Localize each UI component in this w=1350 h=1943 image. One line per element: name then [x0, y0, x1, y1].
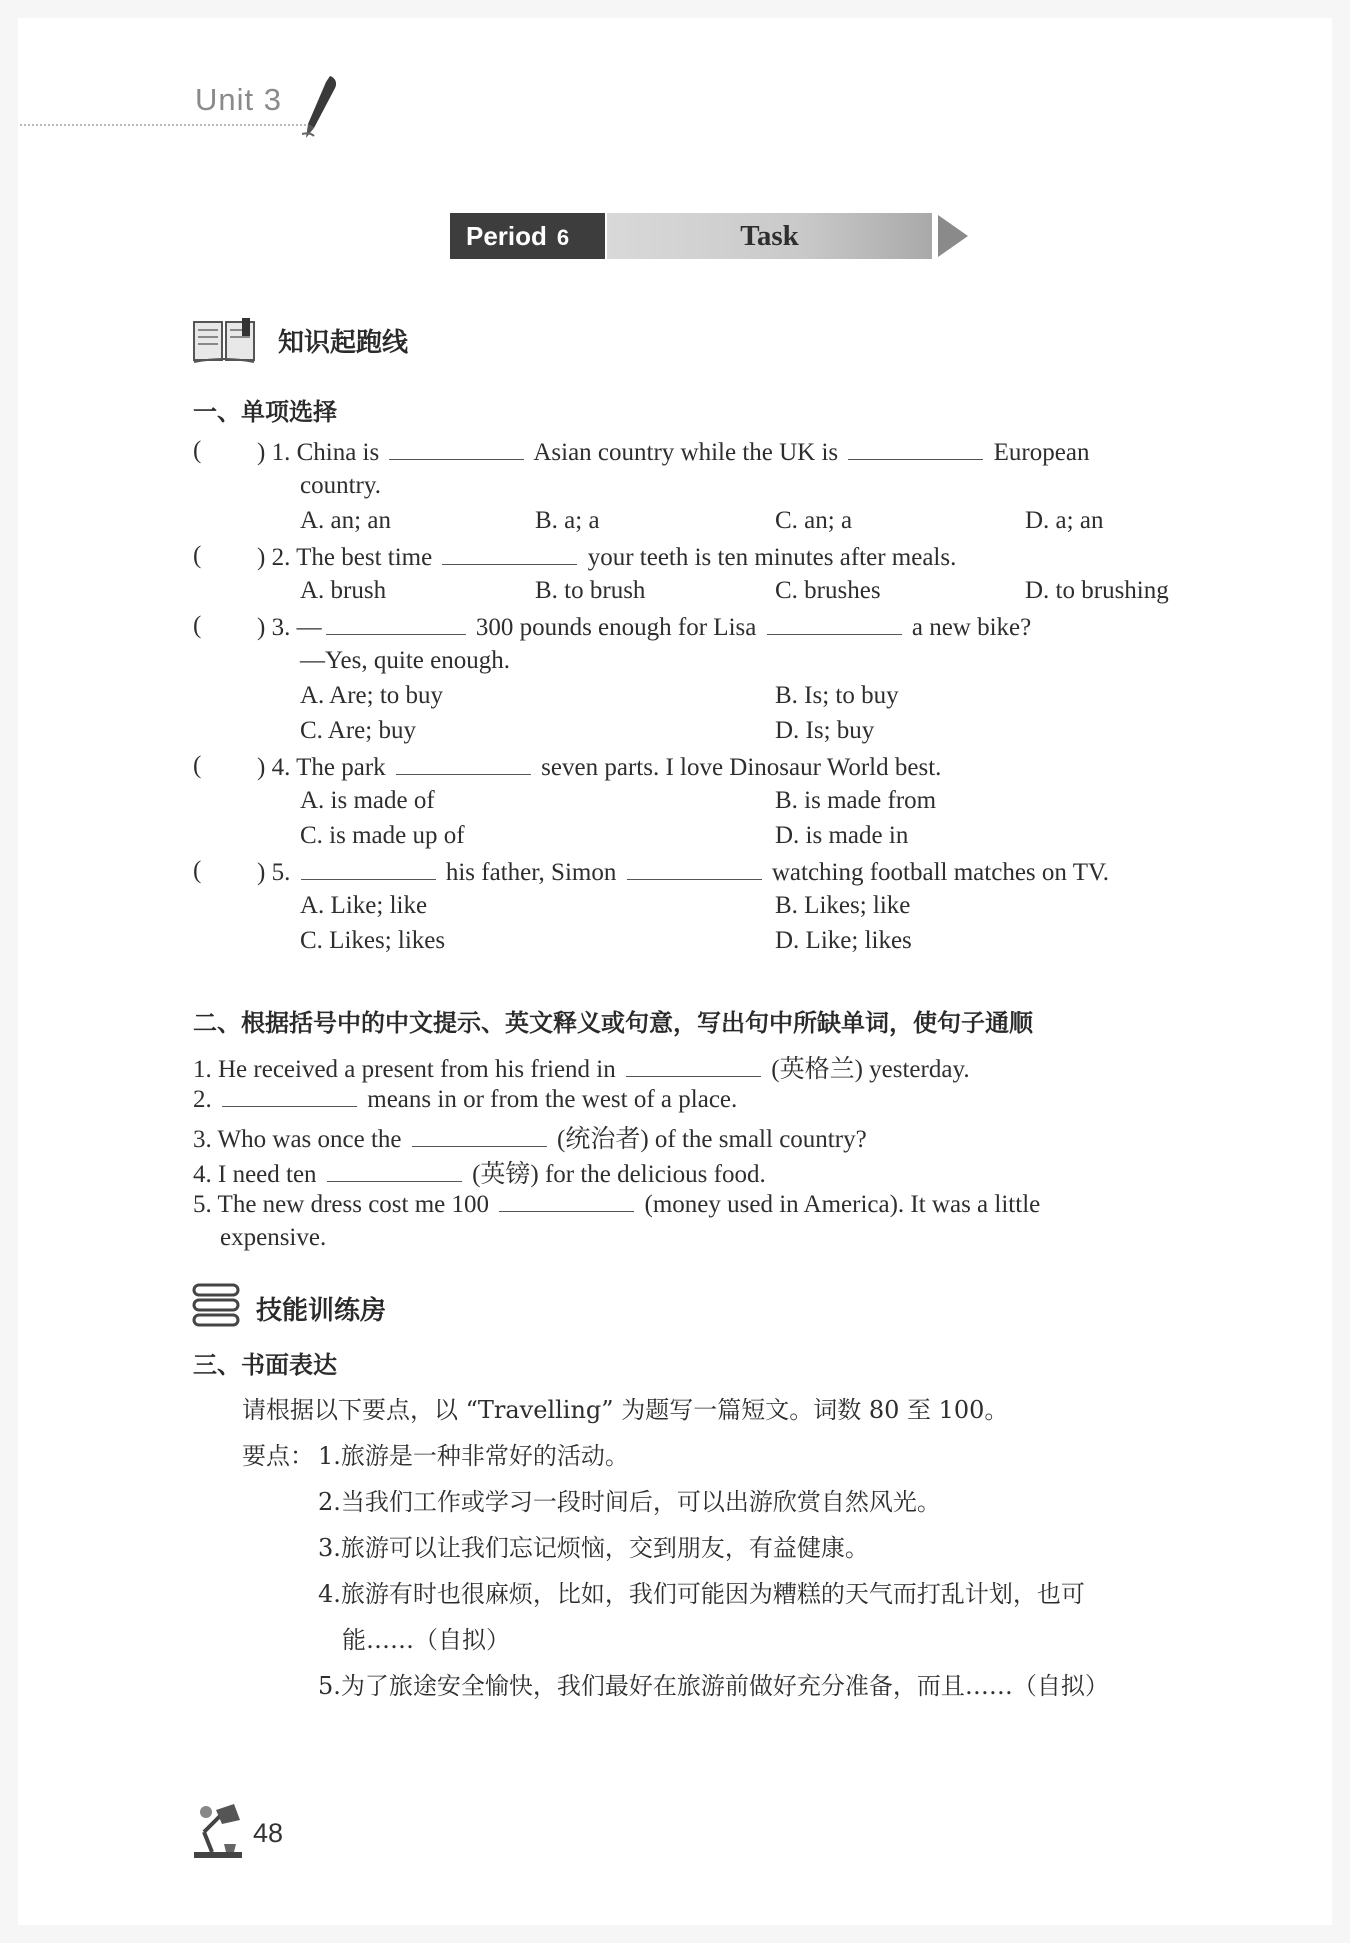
option: D. a; an	[1025, 507, 1104, 534]
answer-paren: (	[193, 437, 202, 464]
point-3: 3.旅游可以让我们忘记烦恼，交到朋友，有益健康。	[318, 1534, 869, 1562]
point-1: 1.旅游是一种非常好的活动。	[318, 1442, 629, 1470]
sentence-2: 2. means in or from the west of a place.	[193, 1086, 738, 1113]
question-1: ) 1. China is Asian country while the UK is European	[257, 439, 1090, 466]
option: A. Like; like	[300, 892, 428, 919]
header-divider	[20, 124, 310, 126]
section-title-skills: 技能训练房	[256, 1296, 387, 1326]
sentence-5: 5. The new dress cost me 100 (money used in America). It was a little	[193, 1191, 1041, 1218]
option: B. to brush	[535, 577, 646, 604]
sentence-5-cont: expensive.	[220, 1224, 327, 1251]
pen-icon	[300, 74, 340, 140]
point-4: 4.旅游有时也很麻烦，比如，我们可能因为糟糕的天气而打乱计划，也可	[318, 1580, 1085, 1608]
unit-title: Unit 3	[195, 82, 282, 117]
period-title: Task	[607, 213, 932, 259]
sentence-1: 1. He received a present from his friend in (英格兰) yesterday.	[193, 1056, 970, 1083]
answer-paren: (	[193, 752, 202, 779]
answer-paren: (	[193, 542, 202, 569]
period-banner	[450, 213, 970, 259]
point-5: 5.为了旅途安全愉快，我们最好在旅游前做好充分准备，而且……（自拟）	[318, 1672, 1109, 1700]
part3-title: 三、书面表达	[193, 1351, 337, 1379]
question-4: ) 4. The park seven parts. I love Dinosaur World best.	[257, 754, 942, 781]
option: D. Like; likes	[775, 927, 912, 954]
page-number: 48	[253, 1818, 284, 1848]
option: C. brushes	[775, 577, 881, 604]
option: A. brush	[300, 577, 387, 604]
option: B. a; a	[535, 507, 600, 534]
option: B. is made from	[775, 787, 937, 814]
arrow-icon	[938, 215, 968, 257]
period-label: Period 6	[450, 213, 605, 259]
option: D. to brushing	[1025, 577, 1169, 604]
question-3: ) 3. — 300 pounds enough for Lisa a new bike?	[257, 614, 1032, 641]
option: B. Is; to buy	[775, 682, 899, 709]
point-2: 2.当我们工作或学习一段时间后，可以出游欣赏自然风光。	[318, 1488, 941, 1516]
option: B. Likes; like	[775, 892, 911, 919]
option: D. is made in	[775, 822, 909, 849]
option: C. is made up of	[300, 822, 465, 849]
sentence-4: 4. I need ten (英镑) for the delicious food.	[193, 1161, 766, 1188]
section-title-knowledge: 知识起跑线	[278, 328, 409, 358]
option: A. Are; to buy	[300, 682, 444, 709]
option: C. Are; buy	[300, 717, 416, 744]
sentence-3: 3. Who was once the (统治者) of the small country?	[193, 1126, 867, 1153]
book-icon	[192, 318, 258, 366]
question-2: ) 2. The best time your teeth is ten minutes after meals.	[257, 544, 957, 571]
question-3-cont: —Yes, quite enough.	[300, 647, 510, 674]
lamp-icon	[190, 1800, 250, 1860]
question-1-cont: country.	[300, 472, 381, 499]
part2-title: 二、根据括号中的中文提示、英文释义或句意，写出句中所缺单词，使句子通顺	[193, 1009, 1033, 1037]
writing-instructions: 请根据以下要点，以 “Travelling” 为题写一篇短文。词数 80 至 100。	[242, 1396, 1009, 1424]
points-label: 要点：	[242, 1442, 314, 1470]
question-5: ) 5. his father, Simon watching football matches on TV.	[257, 859, 1110, 886]
option: A. an; an	[300, 507, 391, 534]
stack-icon	[192, 1283, 240, 1329]
answer-paren: (	[193, 612, 202, 639]
option: C. Likes; likes	[300, 927, 446, 954]
answer-paren: (	[193, 857, 202, 884]
point-4-cont: 能……（自拟）	[342, 1626, 510, 1654]
page	[18, 18, 1332, 1925]
option: A. is made of	[300, 787, 435, 814]
part1-title: 一、单项选择	[193, 398, 337, 426]
option: C. an; a	[775, 507, 853, 534]
option: D. Is; buy	[775, 717, 875, 744]
